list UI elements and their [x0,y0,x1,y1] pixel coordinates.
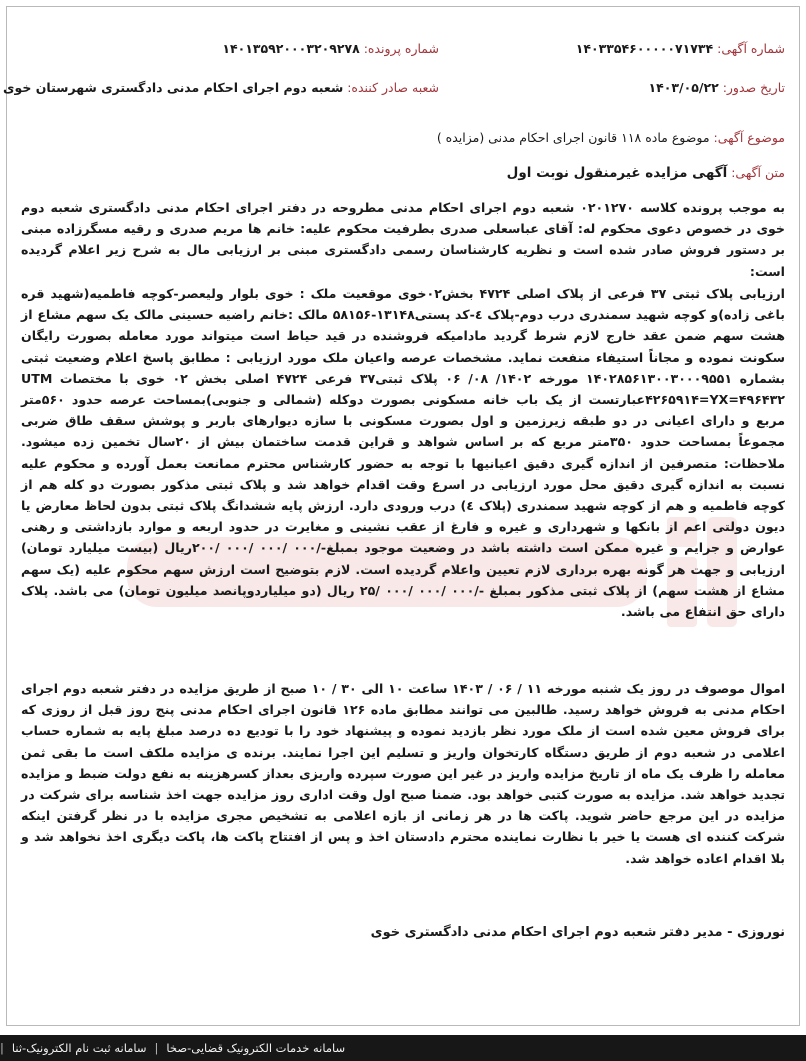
footer-link-sana[interactable]: سامانه ثبت نام الکترونیک-ثنا [11,1041,147,1055]
issuer-value: شعبه دوم اجرای احکام مدنی دادگستری شهرستان خوی [3,80,344,95]
paragraph-auction-terms: اموال موصوف در روز یک شنبه مورخه ۱۱ / ۰۶ / ۱۴۰۳ ساعت ۱۰ الی ۳۰ / ۱۰ صبح از طریق مزایده در دفتر شعبه دوم اجرای احکام مدنی به فروش خواهد رسید. طالبین می توانند مطابق ماده ۱۲۶ قانون اجرای احکام مدنی پنج روز قبل از روزی که برای فروش معین شده است از ملک مورد نظر بازدید نموده و پیشنهاد خود را با تودیع ده درصد مبلغ پایه به شماره حساب اعلامی در شعبه دوم از طریق دستگاه کارتخوان واریز و تسلیم این اجرا نمایند. برنده ی مزایده ملکف است ما بقی ثمن معامله را ظرف یک ماه از تاریخ مزایده واریز در غیر این صورت سپرده واریزی بعداز کسرهزینه به نفع دولت ضبط و مزایده تجدید خواهد شد. مزایده به صورت کتبی خواهد بود. ضمنا صبح اول وقت اداری روز مزایده جهت اخذ شناسه برای شرکت در مزایده در این مرجع حاضر شوید. پاکت ها در هر زمانی از بازه اعلامی به تشخیص مجری مزایده با در نظر گرفتن اینکه شرکت کننده ای هست یا خیر با نظارت نماینده محترم دادستان اخذ و پس از افتتاح پاکت ها، پاکت دیگری اخذ نخواهد شد و بلا اقدام اعاده خواهد شد. [21,681,786,866]
issuer-label: شعبه صادر کننده: [347,80,439,95]
notice-subject [437,130,785,145]
notice-number [576,41,785,56]
case-number-value: ۱۴۰۱۳۵۹۲۰۰۰۳۲۰۹۲۷۸ [222,41,360,56]
signature: نوروزی - مدیر دفتر شعبه دوم اجرای احکام مدنی دادگستری خوی [370,925,785,940]
footer-separator: | [154,1041,159,1055]
issue-date [649,80,785,95]
text-label: متن آگهی: [731,165,785,180]
subject-label: موضوع آگهی: [713,130,785,145]
paragraph-appraisal: ارزیابی پلاک ثبتی ۳۷ فرعی از پلاک اصلی ۴۷۲۴ بخش۰۲خوی موقعیت ملک : خوی بلوار ولیعصر-کوچه فاطمیه(شهید قره باغی زاده)و کوچه شهید سمندری درب دوم-پلاک ٤-کد پستی۱۳۱۴۸-۵۸۱۵۶ مالک :خانم راضیه حسینی مالک یک سهم مشاع از هشت سهم ضمن عقد خارج لازم شرط گردید مادامیکه فروشنده در قید حیاط است میتواند مورد معامله بصورت رایگان سکونت نموده و مجاناً استیفاء منفعت نماید. مشخصات عرصه واعیان ملک مورد ارزیابی : مطابق پاسخ اعلام وضعیت ثبتی بشماره ۱۴۰۲۸۵۶۱۳۰۰۳۰۰۰۹۵۵۱ مورخه ۱۴۰۲/ ۰۸/ ۰۶ پلاک ثبتی۳۷ فرعی ۴۷۲۴ اصلی بخش ۰۲ خوی با مختصات UTM ۴۲۶۵۹۱۴=YX=۴۹۶۴۳۲عبارتست از یک باب خانه مسکونی بصورت دوکله (شمالی و جنوبی)بمساحت عرصه حدود ۵۶۰متر مربع و دارای اعیانی در دو طبقه زیرزمین و اول بصورت مسکونی با سازه دیوارهای باربر و پوشش سقف طاق ضربی مجموعاً بمساحت حدود ۳۵۰متر مربع که بر اساس شواهد و قراین قدمت ساختمان بیش از ۲۰سال تخمین زده میشود. ملاحظات: متصرفین از اندازه گیری دقیق اعیانیها با توجه به حضور کارشناس محترم ممانعت بعمل آورده و محکوم علیه نسبت به اندازه گیری دقیق محل مورد ارزیابی در اسرع وقت اقدام خواهد شد و پلاک ثبتی مذکور بصورت دو کله هم از کوچه فاطمیه و هم از کوچه شهید سمندری (پلاک ٤) درب ورودی دارد. ارزش پایه ششدانگ پلاک ثبتی بدون لحاظ معارض یا دیون دولتی اعم از بانکها و شهرداری و غیره و فارغ از عقب نشینی و مغایرت در حدود اربعه و موارد بازداشتی و رهنی عوارض و جرایم و غیره ممکن است داشته باشد در وضعیت موجود بمبلغ-/۰۰۰ /۰۰۰ /۰۰۰ /۲۰۰ریال (بیست میلیارد تومان) ارزیابی و جهت هر گونه بهره برداری لازم تعیین واعلام گردیده است. لازم بتوضیح است ارزش سهم محکوم علیه (یک سهم مشاع از هشت سهم) از پلاک ثبتی مذکور بمبلغ -/۰۰۰ /۰۰۰ /۰۰۰ /۲۵ ریال (دو میلیاردوپانصد میلیون تومان) می باشد. پلاک دارای حق انتفاع می باشد. [21,286,786,620]
text-title-value: آگهی مزایده غیرمنقول نوبت اول [506,165,728,181]
case-number [222,41,439,56]
issue-date-label: تاریخ صدور: [722,80,785,95]
document-frame [3,6,800,1026]
notice-number-value: ۱۴۰۳۳۵۴۶۰۰۰۰۰۷۱۷۳۴ [575,41,714,56]
paragraph-intro: به موجب پرونده کلاسه ۰۲۰۱۲۷۰ شعبه دوم اجرای احکام مدنی مطروحه در دفتر اجرای احکام مدنی دادگستری شعبه دوم خوی در خصوص دعوی محکوم له: آقای عباسعلی صدری بطرفیت محکوم علیه: خانم ها مریم صدری و رقیه مسگرزاده مبنی بر دستور فروش صادر شده است و نظریه کارشناسان رسمی دادگستری مبنی بر ارزیابی مال به شرح زیر اعلام گردیده است: [21,200,785,279]
issuer [3,80,439,95]
notice-number-label: شماره آگهی: [717,41,785,56]
notice-text-title [507,165,785,181]
case-number-label: شماره پرونده: [363,41,439,56]
footer-separator-end: | [0,1041,4,1055]
footer-link-sakha[interactable]: سامانه خدمات الکترونیک قضایی-صخا [166,1041,346,1055]
subject-value: موضوع ماده ۱۱۸ قانون اجرای احکام مدنی (مزایده ) [436,130,710,145]
footer-bar [0,1035,806,1061]
issue-date-value: ۱۴۰۳/۰۵/۲۲ [648,80,719,95]
